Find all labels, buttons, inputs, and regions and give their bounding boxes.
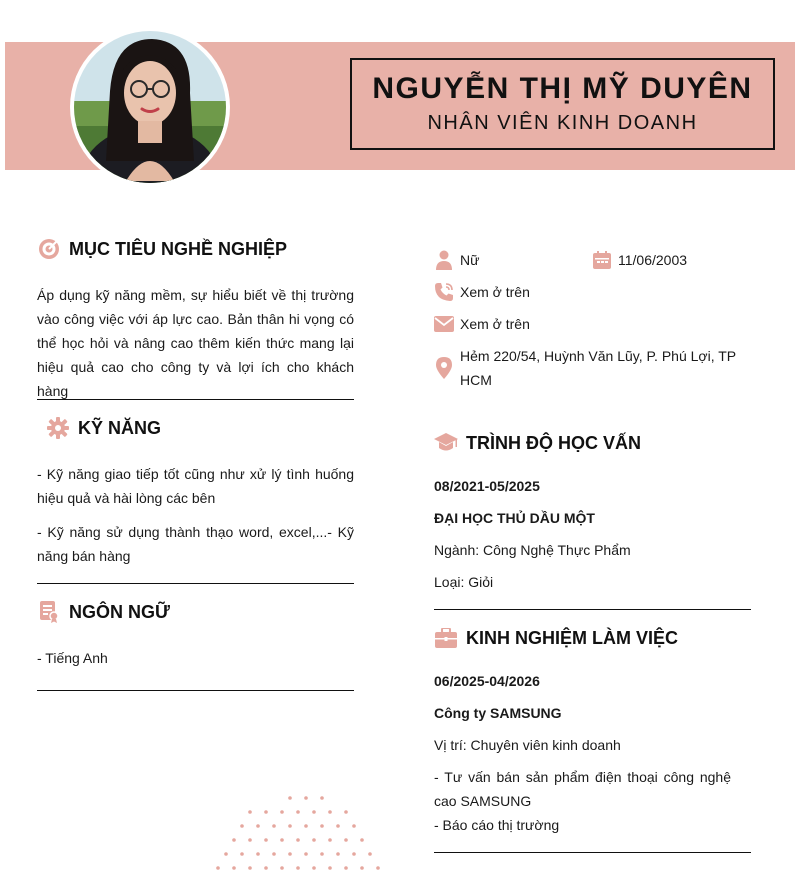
company-name: Công ty SAMSUNG: [434, 705, 562, 721]
decor-dot: [320, 824, 324, 828]
decor-dot: [312, 810, 316, 814]
decor-dot: [352, 852, 356, 856]
decor-dot: [240, 824, 244, 828]
decor-dot: [344, 866, 348, 870]
briefcase-icon: [434, 626, 458, 650]
education-major: Ngành: Công Nghệ Thực Phẩm: [434, 542, 631, 558]
decor-dot: [248, 810, 252, 814]
languages-title: NGÔN NGỮ: [69, 601, 170, 622]
languages-heading: [37, 600, 170, 624]
avatar: [70, 27, 230, 187]
experience-title: KINH NGHIỆM LÀM VIỆC: [466, 627, 679, 648]
education-grade: Loại: Giỏi: [434, 574, 494, 590]
divider: [37, 583, 354, 584]
education-heading: [434, 431, 641, 455]
decor-dot: [224, 852, 228, 856]
decor-dot: [344, 810, 348, 814]
decor-dot: [312, 866, 316, 870]
divider: [434, 852, 751, 853]
email-value: Xem ở trên: [460, 316, 530, 332]
birthday-value: 11/06/2003: [618, 252, 688, 268]
experience-heading: [434, 626, 678, 650]
phone-value: Xem ở trên: [460, 284, 530, 300]
decor-dot: [264, 838, 268, 842]
decor-dot: [288, 852, 292, 856]
language-item: - Tiếng Anh: [37, 650, 108, 666]
experience-duty: - Tư vấn bán sản phẩm điện thoại công nghệ cao SAMSUNG: [434, 769, 731, 809]
decor-dot: [280, 866, 284, 870]
calendar-icon: [592, 248, 612, 272]
envelope-icon: [434, 312, 454, 336]
experience-duty: - Báo cáo thị trường: [434, 817, 560, 833]
skill-item: - Kỹ năng sử dụng thành thạo word, excel,...- Kỹ năng bán hàng: [37, 524, 354, 564]
candidate-name: NGUYỄN THỊ MỸ DUYÊN: [372, 72, 753, 105]
location-pin-icon: [434, 344, 454, 392]
decor-dot: [264, 866, 268, 870]
decor-dot: [328, 838, 332, 842]
decor-dot: [272, 852, 276, 856]
name-box: [350, 58, 775, 150]
person-icon: [434, 248, 454, 272]
birthday-row: [592, 248, 687, 272]
objective-title: MỤC TIÊU NGHỀ NGHIỆP: [69, 238, 288, 259]
decor-dot: [336, 852, 340, 856]
experience-position: Vị trí: Chuyên viên kinh doanh: [434, 737, 621, 753]
job-title: NHÂN VIÊN KINH DOANH: [427, 112, 698, 134]
decor-dot: [304, 796, 308, 800]
skill-item: - Kỹ năng giao tiếp tốt cũng như xử lý tình huống hiệu quả và hài lòng các bên: [37, 466, 354, 506]
decor-dot: [264, 810, 268, 814]
decor-dot: [328, 866, 332, 870]
decor-dot: [304, 824, 308, 828]
decor-dot: [336, 824, 340, 828]
decor-dot: [360, 838, 364, 842]
skills-heading: [46, 416, 161, 440]
divider: [37, 690, 354, 691]
decor-dot: [256, 852, 260, 856]
gear-icon: [46, 416, 70, 440]
decor-dot: [328, 810, 332, 814]
decor-dot: [280, 810, 284, 814]
gender-value: Nữ: [460, 252, 480, 268]
decor-dot: [216, 866, 220, 870]
decor-dot: [296, 866, 300, 870]
address-value: Hẻm 220/54, Huỳnh Văn Lũy, P. Phú Lợi, TP HCM: [460, 348, 736, 388]
decor-dot: [296, 838, 300, 842]
decor-dot: [312, 838, 316, 842]
decor-dot: [232, 866, 236, 870]
education-period: 08/2021-05/2025: [434, 478, 540, 494]
decor-dot: [360, 866, 364, 870]
decor-dot: [296, 810, 300, 814]
decorative-dots: [205, 790, 395, 877]
decor-dot: [320, 796, 324, 800]
decor-dot: [232, 838, 236, 842]
divider: [434, 609, 751, 610]
decor-dot: [240, 852, 244, 856]
decor-dot: [248, 866, 252, 870]
decor-dot: [352, 824, 356, 828]
gender-row: [434, 248, 479, 272]
decor-dot: [304, 852, 308, 856]
target-icon: [37, 237, 61, 261]
decor-dot: [288, 824, 292, 828]
decor-dot: [248, 838, 252, 842]
objective-text: Áp dụng kỹ năng mềm, sự hiểu biết về thị trường vào công việc với áp lực cao. Bản thân hi vọng có thể học hỏi và nâng cao thêm kiến thức mang lại hiệu quả cao cho công ty và lợi ích cho khách hàng: [37, 287, 354, 399]
school-name: ĐẠI HỌC THỦ DẦU MỘT: [434, 510, 595, 526]
decor-dot: [320, 852, 324, 856]
decor-dot: [344, 838, 348, 842]
address-row: [434, 344, 751, 392]
decor-dot: [376, 866, 380, 870]
phone-row: [434, 280, 530, 304]
certificate-icon: [37, 600, 61, 624]
decor-dot: [368, 852, 372, 856]
education-title: TRÌNH ĐỘ HỌC VẤN: [466, 432, 641, 453]
phone-icon: [434, 280, 454, 304]
graduation-cap-icon: [434, 431, 458, 455]
decor-dot: [280, 838, 284, 842]
divider: [37, 399, 354, 400]
experience-period: 06/2025-04/2026: [434, 673, 540, 689]
email-row: [434, 312, 530, 336]
skills-title: KỸ NĂNG: [78, 417, 162, 438]
decor-dot: [256, 824, 260, 828]
decor-dot: [272, 824, 276, 828]
decor-dot: [288, 796, 292, 800]
objective-heading: [37, 237, 287, 261]
